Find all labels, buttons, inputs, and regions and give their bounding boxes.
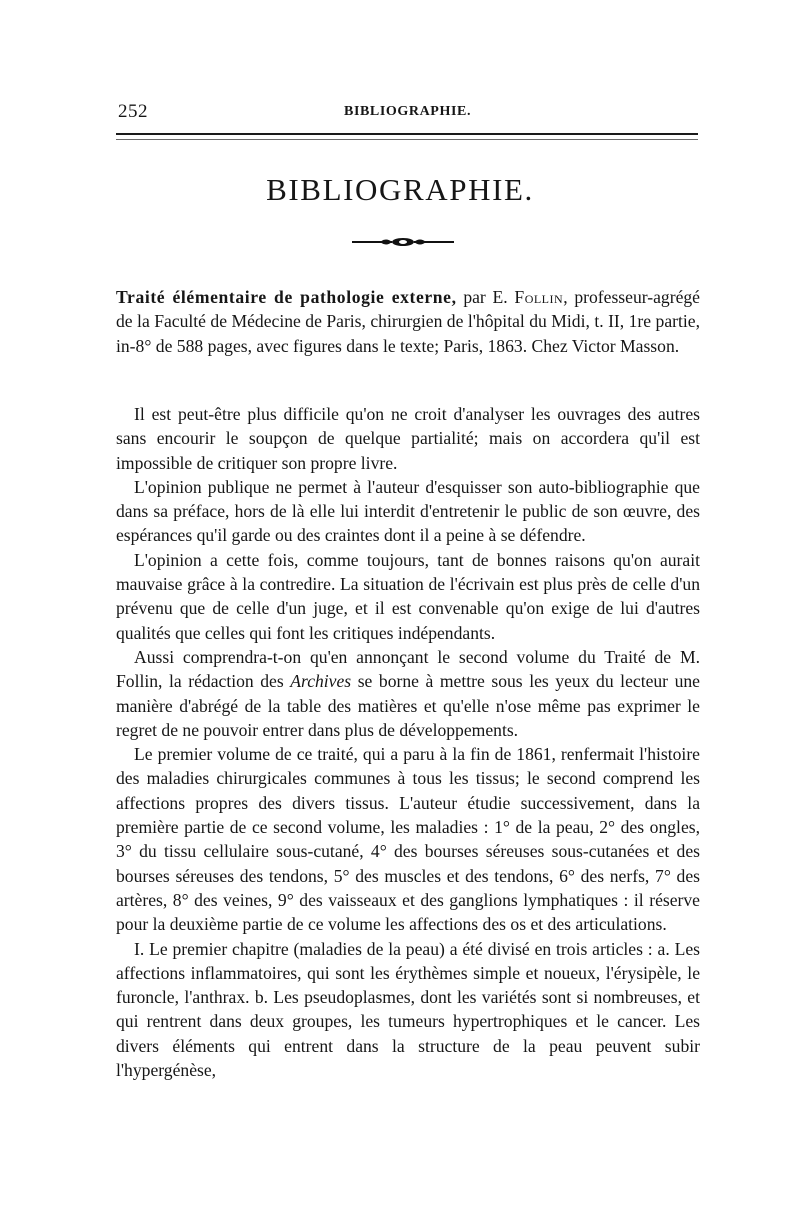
journal-name-archives: Archives <box>290 671 352 692</box>
ornament-divider <box>352 236 454 248</box>
running-head-title: BIBLIOGRAPHIE. <box>344 104 472 119</box>
body-text <box>116 402 700 1082</box>
review-citation <box>116 285 700 358</box>
running-head <box>118 101 696 125</box>
header-rule <box>116 133 698 140</box>
paragraph-1: Il est peut-être plus difficile qu'on ne croit d'analyser les ouvrages des autres sans encourir le soupçon de quelque partialité; mais on accordera qu'il est impossible de critiquer son propre livre. <box>116 404 700 473</box>
paragraph-2: L'opinion publique ne permet à l'auteur d'esquisser son auto-bibliographie que dans sa préface, hors de là elle lui interdit d'entretenir le public de son œuvre, des espérances qu'il garde ou des craintes dont il a peine à se défendre. <box>116 476 700 546</box>
citation-details: , professeur-agrégé de la Faculté de Médecine de Paris, chirurgien de l'hôpital du Midi, t. II, 1re partie, in-8° de 588 pages, avec figures dans le texte; Paris, 1863. Chez Victor Masson. <box>116 287 700 356</box>
paragraph-4-part-b: se borne à mettre sous les yeux du lecteur une manière d'abrégé de la table des matières et qu'elle n'ose même pas exprimer le regret de ne pouvoir entrer dans plus de développements. <box>116 671 700 740</box>
paragraph-4 <box>116 645 700 742</box>
page-number: 252 <box>118 101 148 122</box>
book-title: Traité élémentaire de pathologie externe, <box>116 287 457 307</box>
paragraph-4-part-a: Aussi comprendra-t-on qu'en annonçant le second volume du Traité de M. Follin, la rédaction des <box>116 646 700 692</box>
citation-by: par E. <box>456 287 515 307</box>
paragraph-5: Le premier volume de ce traité, qui a paru à la fin de 1861, renfermait l'histoire des maladies chirurgicales communes à tous les tissus; le second comprend les affections propres des divers tissus. L'auteur étudie successivement, dans la première partie de ce second volume, les maladies : 1° de la peau, 2° des ongles, 3° du tissu cellulaire sous-cutané, 4° des bourses séreuses sous-cutanées et des bourses séreuses des tendons, 5° des muscles et des tendons, 6° des nerfs, 7° des artères, 8° des veines, 9° des vaisseaux et des ganglions lymphatiques : il réserve pour la deuxième partie de ce volume les affections des os et des articulations. <box>116 744 700 935</box>
author-name: Follin <box>514 287 564 307</box>
paragraph-3: L'opinion a cette fois, comme toujours, tant de bonnes raisons qu'on aurait mauvaise grâce à la contredire. La situation de l'écrivain est plus près de celle d'un prévenu que de celle d'un juge, et il est convenable qu'on exige de lui d'autres qualités que celles qui font les critiques indépendants. <box>116 549 700 643</box>
section-title: BIBLIOGRAPHIE. <box>266 172 534 207</box>
paragraph-6: I. Le premier chapitre (maladies de la peau) a été divisé en trois articles : a. Les affections inflammatoires, qui sont les érythèmes simple et noueux, l'érysipèle, le furoncle, l'anthrax. b. Les pseudoplasmes, dont les variétés sont si nombreuses, et qui rentrent dans deux groupes, les tumeurs hypertrophiques et le cancer. Les divers éléments qui entrent dans la structure de la peau peuvent subir l'hypergénèse, <box>116 938 700 1081</box>
